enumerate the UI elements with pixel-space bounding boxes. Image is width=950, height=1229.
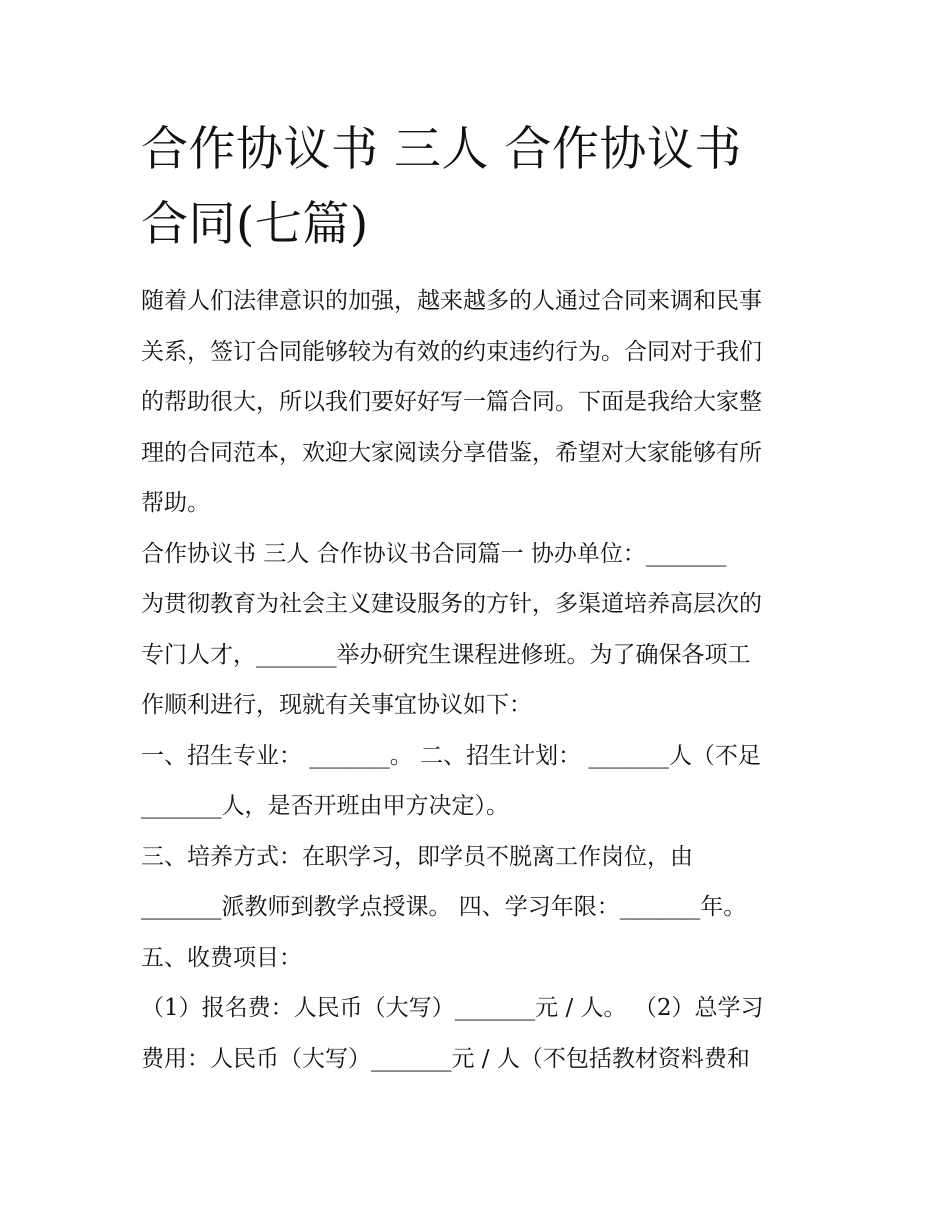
body-line: 关系，签订合同能够较为有效的约束违约行为。合同对于我们 (141, 338, 762, 365)
body-line: （1）报名费：人民币（大写）_______元 / 人。 （2）总学习 (141, 995, 764, 1021)
document-title (141, 112, 821, 262)
body-line: 的帮助很大，所以我们要好好写一篇合同。下面是我给大家整 (141, 389, 762, 415)
document-content (141, 112, 821, 1084)
title-line: 合同(七篇) (141, 197, 369, 252)
document-body (141, 276, 821, 1084)
body-line: _______人，是否开班由甲方决定）。 (141, 793, 509, 819)
body-line: 一、招生专业： _______。 二、招生计划： _______人（不足 (141, 742, 761, 769)
body-line: 帮助。 (141, 490, 210, 516)
body-line: 理的合同范本，欢迎大家阅读分享借鉴，希望对大家能够有所 (141, 439, 762, 466)
title-line: 合作协议书 三人 合作协议书 (141, 122, 742, 177)
section-heading-line: 合作协议书 三人 合作协议书合同篇一 协办单位：_______ (141, 540, 727, 567)
body-line: 为贯彻教育为社会主义建设服务的方针，多渠道培养高层次的 (141, 591, 762, 617)
body-line: 随着人们法律意识的加强，越来越多的人通过合同来调和民事 (141, 288, 762, 314)
body-line: 作顺利进行，现就有关事宜协议如下： (141, 692, 532, 718)
body-line: 专门人才，_______举办研究生课程进修班。为了确保各项工 (141, 641, 751, 668)
body-line: 三、培养方式：在职学习，即学员不脱离工作岗位，由 (141, 843, 693, 870)
body-line: 费用：人民币（大写）_______元 / 人（不包括教材资料费和 (141, 1045, 750, 1072)
body-line: 五、收费项目： (141, 944, 302, 971)
body-line: _______派教师到教学点授课。 四、学习年限：_______年。 (141, 894, 747, 920)
